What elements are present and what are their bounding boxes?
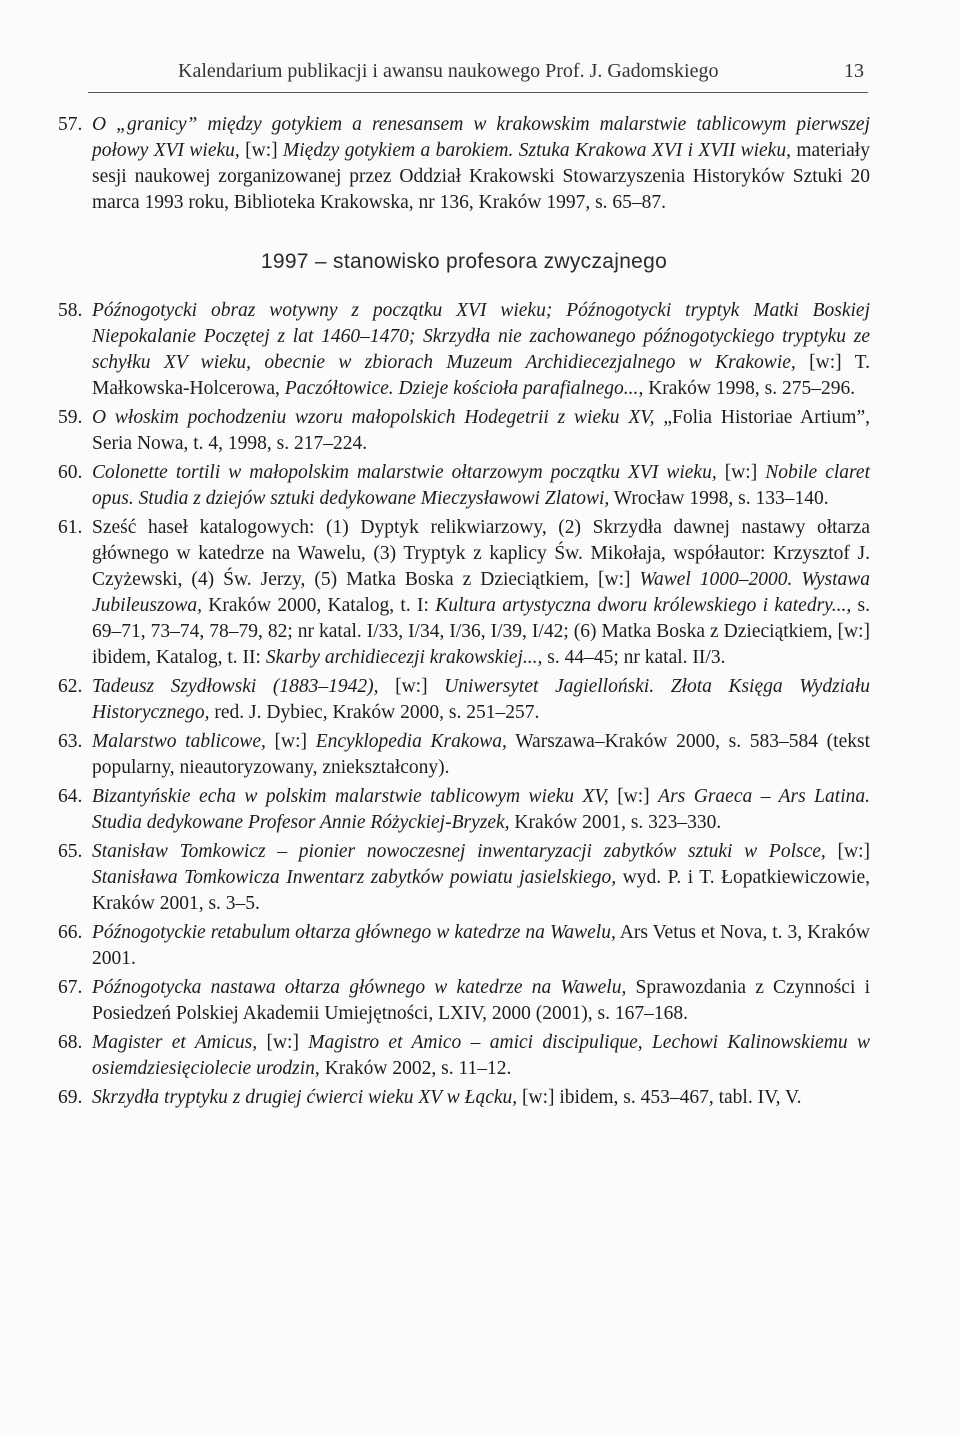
italic-title-segment: Kultura artystyczna dworu królewskiego i katedry..., bbox=[435, 595, 852, 616]
entry-number: 62. bbox=[58, 676, 83, 697]
italic-title-segment: Nobile claret opus. Studia z dziejów sztuki dedykowane Mieczysławowi Zlatowi, bbox=[92, 462, 870, 509]
italic-title-segment: Magister et Amicus, bbox=[92, 1032, 258, 1053]
bibliography-content bbox=[58, 112, 870, 1114]
entry-number: 60. bbox=[58, 462, 83, 483]
italic-title-segment: Późnogotycki obraz wotywny z początku XVI wieku; Późnogotycki tryptyk Matki Boskiej Niepokalanie Poczętej z lat 1460–1470; Skrzydła nie zachowanego późnogotyckiego tryptyku ze schyłku XV wieku, obecnie w zbiorach Muzeum Archidiecezjalnego w Krakowie, bbox=[92, 300, 870, 373]
italic-title-segment: Skarby archidiecezji krakowskiej..., bbox=[265, 647, 543, 668]
bibliography-entry bbox=[58, 839, 870, 917]
bibliography-entry bbox=[58, 460, 870, 512]
entry-number: 65. bbox=[58, 841, 83, 862]
plain-text-segment: Kraków 2000, Katalog, t. I: bbox=[201, 595, 436, 616]
plain-text-segment: [w:] T. Małkowska-Holcerowa, bbox=[92, 352, 870, 399]
bibliography-entry bbox=[58, 975, 870, 1027]
italic-title-segment: Bizantyńskie echa w polskim malarstwie tablicowym wieku XV, bbox=[92, 786, 609, 807]
plain-text-segment: s. 69–71, 73–74, 78–79, 82; nr katal. I/33, I/34, I/36, I/39, I/42; (6) Matka Boska z Dzieciątkiem, [w:] ibidem, Katalog, t. II: bbox=[92, 595, 871, 668]
plain-text-segment: [w:] bbox=[239, 140, 284, 161]
plain-text-segment: Kraków 2001, s. 323–330. bbox=[509, 812, 722, 833]
plain-text-segment: [w:] bbox=[608, 786, 659, 807]
plain-text-segment: , Kraków 1998, s. 275–296. bbox=[638, 378, 856, 399]
plain-text-segment: Kraków 2002, s. 11–12. bbox=[319, 1058, 512, 1079]
bibliography-entry bbox=[58, 112, 870, 216]
plain-text-segment: materiały sesji naukowej zorganizowanej przez Oddział Krakowski Stowarzyszenia Historyków Sztuki 20 marca 1993 roku, Biblioteka Krakowska, nr 136, Kraków 1997, s. 65–87. bbox=[92, 140, 870, 213]
entry-text bbox=[92, 462, 870, 509]
entry-text bbox=[92, 977, 870, 1024]
italic-title-segment: Encyklopedia Krakowa, bbox=[315, 731, 507, 752]
entry-number: 63. bbox=[58, 731, 83, 752]
plain-text-segment: [w:] bbox=[257, 1032, 309, 1053]
bibliography-entry bbox=[58, 515, 870, 671]
italic-title-segment: Tadeusz Szydłowski (1883–1942), bbox=[92, 676, 379, 697]
plain-text-segment: red. J. Dybiec, Kraków 2000, s. 251–257. bbox=[209, 702, 540, 723]
entries-before-section bbox=[58, 112, 870, 216]
entry-text bbox=[92, 517, 870, 668]
plain-text-segment: [w:] bbox=[378, 676, 445, 697]
bibliography-entry bbox=[58, 674, 870, 726]
bibliography-entry bbox=[58, 298, 870, 402]
plain-text-segment: Warszawa–Kraków 2000, s. 583–584 (tekst popularny, nieautoryzowany, zniekształcony). bbox=[92, 731, 870, 778]
entry-text bbox=[92, 114, 870, 213]
italic-title-segment: Późnogotyckie retabulum ołtarza głównego w katedrze na Wawelu, bbox=[92, 922, 616, 943]
page-number: 13 bbox=[844, 60, 864, 82]
italic-title-segment: Malarstwo tablicowe, bbox=[92, 731, 266, 752]
entry-number: 59. bbox=[58, 407, 83, 428]
plain-text-segment: s. 44–45; nr katal. II/3. bbox=[542, 647, 726, 668]
bibliography-entry bbox=[58, 405, 870, 457]
plain-text-segment: Sześć haseł katalogowych: (1) Dyptyk relikwiarzowy, (2) Skrzydła dawnej nastawy ołtarza głównego w katedrze na Wawelu, (3) Tryptyk z kaplicy Św. Mikołaja, współautor: Krzysztof J. Czyżewski, (4) Św. Jerzy, (5) Matka Boska z Dzieciątkiem, [w:] bbox=[92, 517, 870, 590]
section-heading: 1997 – stanowisko profesora zwyczajnego bbox=[260, 250, 668, 273]
plain-text-segment: [w:] bbox=[825, 841, 870, 862]
plain-text-segment: [w:] ibidem, s. 453–467, tabl. IV, V. bbox=[517, 1087, 802, 1108]
plain-text-segment: wyd. P. i T. Łopatkiewiczowie, Kraków 2001, s. 3–5. bbox=[92, 867, 870, 914]
entry-text bbox=[92, 1032, 870, 1079]
italic-title-segment: Uniwersytet Jagielloński. Złota Księga Wydziału Historycznego, bbox=[92, 676, 870, 723]
bibliography-entry bbox=[58, 920, 870, 972]
italic-title-segment: Stanisław Tomkowicz – pionier nowoczesnej inwentaryzacji zabytków sztuki w Polsce, bbox=[92, 841, 826, 862]
running-title: Kalendarium publikacji i awansu naukowego Prof. J. Gadomskiego bbox=[178, 60, 719, 82]
italic-title-segment: O „granicy” między gotykiem a renesansem w krakowskim malarstwie tablicowym pierwszej połowy XVI wieku, bbox=[92, 114, 870, 161]
entry-number: 68. bbox=[58, 1032, 83, 1053]
plain-text-segment: Wrocław 1998, s. 133–140. bbox=[609, 488, 829, 509]
entry-number: 61. bbox=[58, 517, 83, 538]
italic-title-segment: Późnogotycka nastawa ołtarza głównego w katedrze na Wawelu, bbox=[92, 977, 627, 998]
entry-number: 67. bbox=[58, 977, 83, 998]
italic-title-segment: Colonette tortili w małopolskim malarstwie ołtarzowym początku XVI wieku, bbox=[92, 462, 717, 483]
entry-text bbox=[92, 922, 870, 969]
entry-text bbox=[92, 676, 870, 723]
plain-text-segment: [w:] bbox=[716, 462, 766, 483]
entry-number: 64. bbox=[58, 786, 83, 807]
italic-title-segment: Skrzydła tryptyku z drugiej ćwierci wieku XV w Łącku, bbox=[92, 1087, 518, 1108]
entry-text bbox=[92, 731, 870, 778]
entry-text bbox=[92, 786, 870, 833]
entry-text bbox=[92, 407, 870, 454]
entry-number: 58. bbox=[58, 300, 83, 321]
entries-after-section bbox=[58, 298, 870, 1111]
italic-title-segment: O włoskim pochodzeniu wzoru małopolskich Hodegetrii z wieku XV, bbox=[92, 407, 655, 428]
italic-title-segment: Ars Graeca – Ars Latina. Studia dedykowane Profesor Annie Różyckiej-Bryzek, bbox=[92, 786, 870, 833]
italic-title-segment: Stanisława Tomkowicza Inwentarz zabytków powiatu jasielskiego, bbox=[92, 867, 617, 888]
italic-title-segment: Paczółtowice. Dzieje kościoła parafialnego... bbox=[284, 378, 639, 399]
plain-text-segment: „Folia Historiae Artium”, Seria Nowa, t. 4, 1998, s. 217–224. bbox=[92, 407, 870, 454]
plain-text-segment: Ars Vetus et Nova, t. 3, Kraków 2001. bbox=[92, 922, 870, 969]
entry-text bbox=[92, 300, 870, 399]
bibliography-entry bbox=[58, 729, 870, 781]
entry-number: 66. bbox=[58, 922, 83, 943]
entry-text bbox=[92, 841, 870, 914]
bibliography-entry bbox=[58, 1030, 870, 1082]
plain-text-segment: Sprawozdania z Czynności i Posiedzeń Polskiej Akademii Umiejętności, LXIV, 2000 (2001), s. 167–168. bbox=[92, 977, 870, 1024]
plain-text-segment: [w:] bbox=[265, 731, 316, 752]
italic-title-segment: Wawel 1000–2000. Wystawa Jubileuszowa, bbox=[92, 569, 871, 616]
entry-number: 69. bbox=[58, 1087, 83, 1108]
italic-title-segment: Magistro et Amico – amici discipulique, Lechowi Kalinowskiemu w osiemdziesięciolecie urodzin, bbox=[92, 1032, 870, 1079]
entry-text bbox=[92, 1087, 802, 1108]
italic-title-segment: Między gotykiem a barokiem. Sztuka Krakowa XVI i XVII wieku, bbox=[283, 140, 791, 161]
bibliography-entry bbox=[58, 1085, 870, 1111]
page-header bbox=[88, 56, 868, 93]
entry-number: 57. bbox=[58, 114, 83, 135]
bibliography-entry bbox=[58, 784, 870, 836]
